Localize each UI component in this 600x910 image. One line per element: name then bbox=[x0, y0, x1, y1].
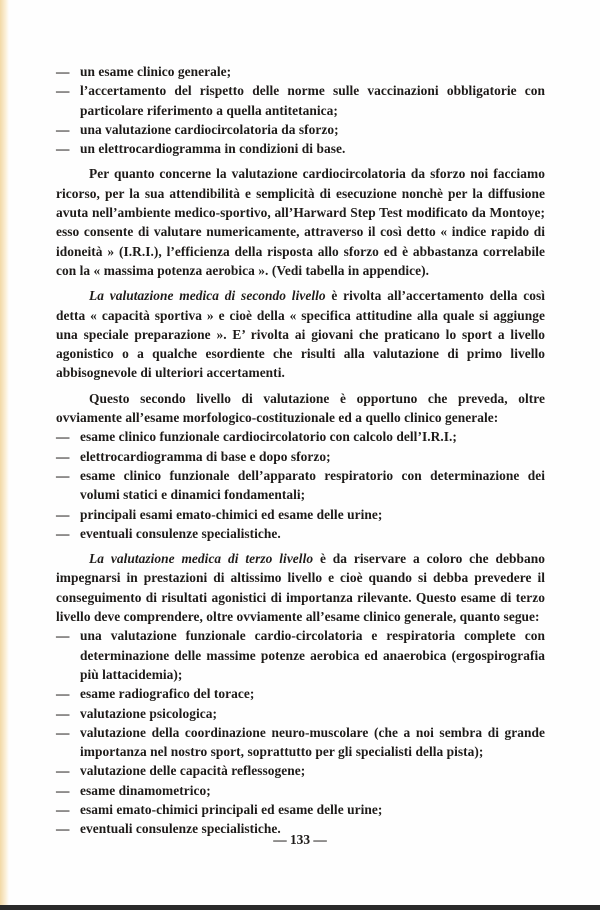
list-item: — esame radiografico del torace; bbox=[56, 684, 545, 703]
list-item: — principali esami emato-chimici ed esame delle urine; bbox=[56, 505, 545, 524]
dash-bullet: — bbox=[56, 821, 70, 837]
list-item: — eventuali consulenze specialistiche. bbox=[56, 524, 545, 543]
dash-bullet: — bbox=[56, 686, 70, 702]
list-item: — valutazione psicologica; bbox=[56, 704, 545, 723]
dash-bullet: — bbox=[56, 763, 70, 779]
list-item: — un esame clinico generale; bbox=[56, 62, 545, 81]
paragraph-second-level-contents: Questo secondo livello di valutazione è opportuno che preveda, oltre ovviamente all’esame morfologico-costituzionale ed a quello clinico generale: bbox=[56, 390, 545, 426]
dash-bullet: — bbox=[56, 628, 70, 644]
first-level-exam-list bbox=[56, 62, 545, 158]
list-item: — valutazione della coordinazione neuro-muscolare (che a noi sembra di grande importanza nel nostro sport, soprattutto per gli specialisti della pista); bbox=[56, 724, 545, 760]
dash-bullet: — bbox=[56, 705, 70, 721]
list-item: — un elettrocardiogramma in condizioni di base. bbox=[56, 139, 545, 158]
dash-bullet: — bbox=[56, 724, 70, 740]
third-level-heading: La valutazione medica di terzo livello bbox=[89, 551, 314, 567]
paragraph-third-level: La valutazione medica di terzo livello è da riservare a coloro che debbano impegnarsi in prestazioni di altissimo livello e cioè quando si debba prevedere il conseguimento di risultati agonistici di importanza rilevante. Questo esame di terzo livello deve comprendere, oltre ovviamente all’esame clinico generale, quanto segue: bbox=[56, 551, 545, 625]
dash-bullet: — bbox=[56, 141, 70, 157]
third-level-exam-list bbox=[56, 626, 545, 838]
paragraph-second-level: La valutazione medica di secondo livello è rivolta all’accertamento della così detta « capacità sportiva » e cioè della « specifica attitudine alla quale si aggiunge una speciale preparazione ». E’ rivolta ai giovani che praticano lo sport a livello agonistico o a qualche esordiente che risulti alla valutazione di primo livello abbisognevole di ulteriori accertamenti. bbox=[56, 288, 545, 381]
list-item: — una valutazione cardiocircolatoria da sforzo; bbox=[56, 120, 545, 139]
dash-bullet: — bbox=[56, 64, 70, 79]
list-item: — l’accertamento del rispetto delle norme sulle vaccinazioni obbligatorie con particolare riferimento a quella antitetanica; bbox=[56, 83, 545, 118]
list-item: — esame clinico funzionale cardiocircolatorio con calcolo dell’I.R.I.; bbox=[56, 427, 545, 446]
dash-bullet: — bbox=[56, 467, 70, 483]
dash-bullet: — bbox=[56, 83, 70, 99]
list-item: — esame dinamometrico; bbox=[56, 781, 545, 800]
page-edge-left bbox=[0, 0, 9, 905]
dash-bullet: — bbox=[56, 448, 70, 464]
list-item: — esame clinico funzionale dell’apparato respiratorio con determinazione dei volumi statici e dinamici fondamentali; bbox=[56, 467, 545, 503]
list-item: — elettrocardiogramma di base e dopo sforzo; bbox=[56, 447, 545, 466]
paragraph-step-test: Per quanto concerne la valutazione cardiocircolatoria da sforzo noi facciamo ricorso, per la sua attendibilità e semplicità di esecuzione nonchè per la diffusione avuta nell’ambiente medico-sportivo, all’Harward Step Test modificato da Montoye; esso consente di valutare numericamente, attraverso il così detto « indice rapido di idoneità » (I.R.I.), l’efficienza della risposta allo sforzo ed è abbastanza correlabile con la « massima potenza aerobica ». (Vedi tabella in appendice). bbox=[56, 166, 545, 278]
list-item: — eventuali consulenze specialistiche. bbox=[56, 819, 545, 838]
second-level-exam-list bbox=[56, 427, 545, 543]
page-body bbox=[56, 62, 545, 839]
list-item: — una valutazione funzionale cardio-circolatoria e respiratoria complete con determinazione delle massime potenze aerobica ed anaerobica (ergospirografia più lattacidemia); bbox=[56, 628, 545, 682]
dash-bullet: — bbox=[56, 801, 70, 817]
dash-bullet: — bbox=[56, 121, 70, 137]
list-item: — esami emato-chimici principali ed esame delle urine; bbox=[56, 800, 545, 819]
dash-bullet: — bbox=[56, 525, 70, 541]
dash-bullet: — bbox=[56, 429, 70, 445]
page-number: — 133 — bbox=[273, 832, 327, 847]
list-item: — valutazione delle capacità reflessogene; bbox=[56, 761, 545, 780]
page-edge-bottom bbox=[0, 905, 600, 910]
dash-bullet: — bbox=[56, 782, 70, 798]
second-level-heading: La valutazione medica di secondo livello bbox=[89, 288, 326, 304]
dash-bullet: — bbox=[56, 506, 70, 522]
